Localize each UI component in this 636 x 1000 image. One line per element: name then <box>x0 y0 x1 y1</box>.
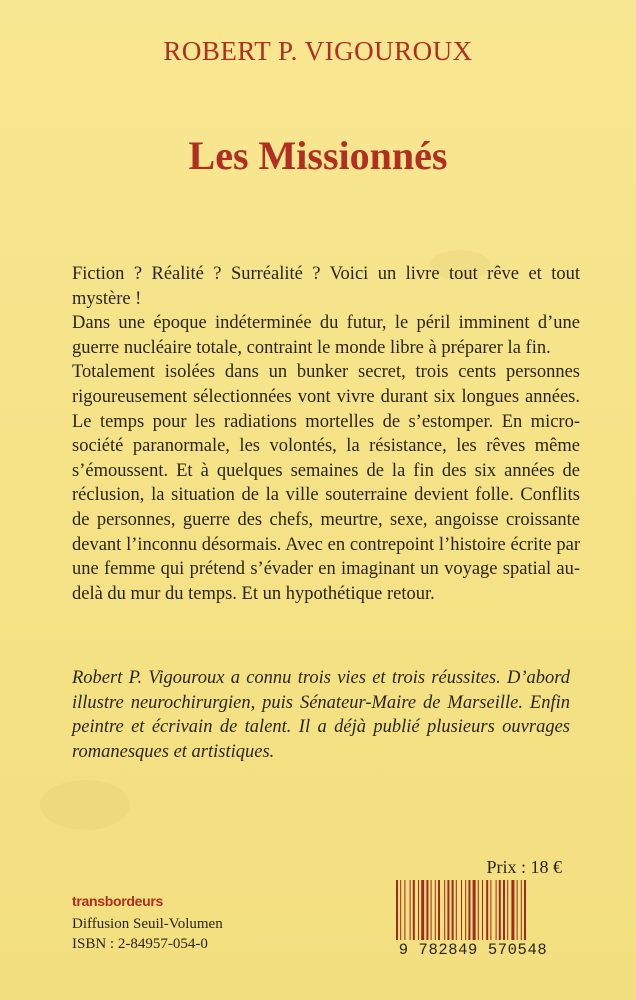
barcode-bar <box>496 880 497 940</box>
barcode-bar <box>499 880 501 940</box>
book-title: Les Missionnés <box>188 133 448 178</box>
barcode-bar <box>418 880 419 940</box>
barcode-bar <box>447 880 449 940</box>
barcode-bar <box>524 880 526 940</box>
barcode-bar <box>482 880 483 940</box>
barcode-bar <box>473 880 476 940</box>
blurb-paragraph: Fiction ? Réalité ? Surréalité ? Voici un livre tout rêve et tout mystère ! <box>72 264 580 309</box>
barcode-bar <box>468 880 470 940</box>
barcode-bar <box>444 880 445 940</box>
barcode-bar <box>486 880 488 940</box>
publisher-logo: transbordeurs <box>72 893 164 909</box>
blurb-text <box>72 262 580 606</box>
barcode-bar <box>517 880 518 940</box>
barcode-bar <box>461 880 462 940</box>
barcode-bar <box>456 880 457 940</box>
barcode-bar <box>478 880 479 940</box>
isbn-label: ISBN : 2-84957-054-0 <box>72 936 208 952</box>
barcode-bar <box>410 880 411 940</box>
barcode-bar <box>438 880 440 940</box>
barcode-bar <box>431 880 432 940</box>
distribution-info <box>72 914 223 954</box>
barcode-bar <box>413 880 415 940</box>
barcode-bar <box>503 880 505 940</box>
barcode-bar <box>521 880 522 940</box>
barcode-bar <box>452 880 454 940</box>
barcode-bar <box>507 880 508 940</box>
barcode-bar <box>426 880 428 940</box>
price-label: Prix : 18 € <box>486 857 562 877</box>
author-name: ROBERT P. VIGOUROUX <box>163 36 473 66</box>
barcode-image <box>396 880 562 940</box>
barcode-bar <box>465 880 466 940</box>
paper-stain <box>40 780 130 830</box>
barcode-bar <box>396 880 398 940</box>
barcode-bar <box>490 880 491 940</box>
barcode-number: 9 782849 570548 <box>398 941 548 959</box>
blurb-paragraph: Totalement isolées dans un bunker secret, trois cents personnes rigoureusement sélectionnées vont vivre durant six longues années. Le temps pour les radiations mortelles de s’estomper. En micro-société paranormale, les volontés, la résistance, les rêves même s’émoussent. Et à quelques semaines de la fin des six années de réclusion, la situation de la ville souterraine devient folle. Conflits de personnes, guerre des chefs, meurtre, sexe, angoisse croissante devant l’inconnu désormais. Avec en contrepoint l’histoire écrite par une femme qui prétend s’évader en imaginant un voyage spatial au-delà du mur du temps. Et un hypothétique retour. <box>72 362 580 604</box>
barcode-bar <box>511 880 514 940</box>
barcode-bar <box>435 880 436 940</box>
blurb-paragraph: Dans une époque indéterminée du futur, le péril imminent d’une guerre nucléaire totale, contraint le monde libre à préparer la fin. <box>72 313 580 358</box>
distribution-label: Diffusion Seuil-Volumen <box>72 916 223 932</box>
barcode-bar <box>400 880 401 940</box>
author-bio: Robert P. Vigouroux a connu trois vies et trois réussites. D’abord illustre neurochirurgien, puis Sénateur-Maire de Marseille. Enfin peintre et écrivain de talent. Il a déjà publié plusieurs ouvrages romanesques et artistiques. <box>72 668 570 762</box>
barcode-bar <box>404 880 405 940</box>
barcode-bar <box>421 880 424 940</box>
